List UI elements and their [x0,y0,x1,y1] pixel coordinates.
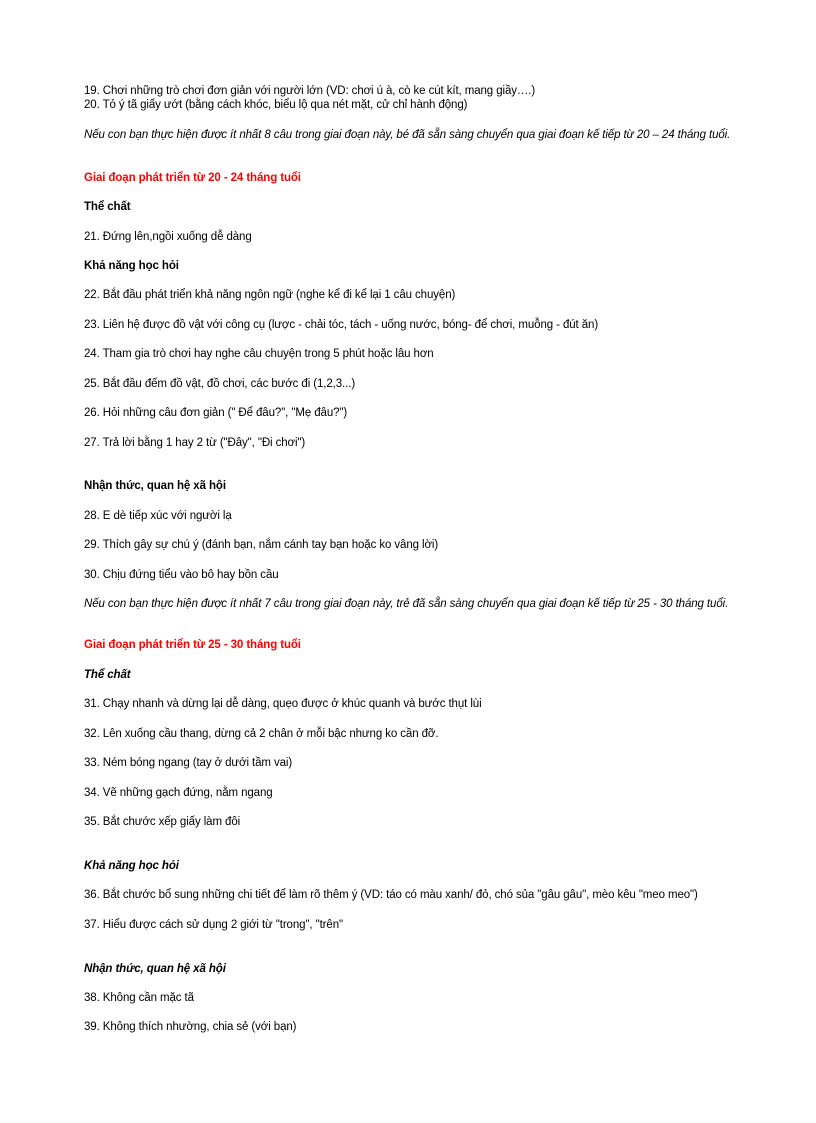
stage-title-25-30: Giai đoạn phát triển từ 25 - 30 tháng tuổi [84,639,301,651]
stage-note-2: Nếu con bạn thực hiện được ít nhất 7 câu trong giai đoạn này, trẻ đã sẵn sàng chuyển qua giai đoạn kế tiếp từ 25 - 30 tháng tuổi. [84,598,729,610]
list-item: 26. Hỏi những câu đơn giản (" Để đâu?", "Mẹ đâu?") [84,407,348,419]
list-item: 33. Ném bóng ngang (tay ở dưới tầm vai) [84,757,293,769]
list-item: 34. Vẽ những gạch đứng, nằm ngang [84,787,273,799]
section-heading-physical: Thể chất [84,669,131,681]
list-item: 27. Trả lời bằng 1 hay 2 từ ("Đây", "Đi chơi") [84,437,306,449]
list-item: 31. Chạy nhanh và dừng lại dễ dàng, quẹo được ở khúc quanh và bước thụt lùi [84,698,482,710]
list-item: 37. Hiểu được cách sử dụng 2 giới từ "trong", "trên" [84,919,343,931]
section-heading-social: Nhận thức, quan hệ xã hội [84,480,226,492]
list-item: 36. Bắt chước bổ sung những chi tiết để làm rõ thêm ý (VD: táo có màu xanh/ đỏ, chó sủa "gâu gâu", mèo kêu "meo meo") [84,889,698,901]
list-item: 24. Tham gia trò chơi hay nghe câu chuyện trong 5 phút hoặc lâu hơn [84,348,434,360]
intro-items [84,84,756,112]
list-item: 30. Chịu đứng tiểu vào bô hay bồn cầu [84,569,279,581]
stage-note-1: Nếu con bạn thực hiện được ít nhất 8 câu trong giai đoạn này, bé đã sẵn sàng chuyển qua giai đoạn kế tiếp từ 20 – 24 tháng tuổi. [84,129,731,141]
list-item: 28. E dè tiếp xúc với người lạ [84,510,232,522]
section-heading-physical: Thể chất [84,201,131,213]
list-item: 22. Bắt đầu phát triển khả năng ngôn ngữ (nghe kể đi kể lại 1 câu chuyện) [84,289,456,301]
stage-title-20-24: Giai đoạn phát triển từ 20 - 24 tháng tuổi [84,172,301,184]
list-item: 29. Thích gây sự chú ý (đánh bạn, nắm cánh tay bạn hoặc ko vâng lời) [84,539,439,551]
list-item: 38. Không cần mặc tã [84,992,194,1004]
list-item: 39. Không thích nhường, chia sẻ (với bạn) [84,1021,297,1033]
list-item: 20. Tỏ ý tã giấy ướt (bằng cách khóc, biểu lộ qua nét mặt, cử chỉ hành động) [84,99,468,111]
list-item: 23. Liên hệ được đồ vật với công cụ (lược - chải tóc, tách - uống nước, bóng- để chơi, muỗng - đút ăn) [84,319,599,331]
section-heading-learning: Khả năng học hỏi [84,860,179,872]
list-item: 25. Bắt đầu đếm đồ vật, đồ chơi, các bước đi (1,2,3...) [84,378,356,390]
list-item: 19. Chơi những trò chơi đơn giản với người lớn (VD: chơi ú à, cò ke cút kít, mang giầy….) [84,85,536,97]
list-item: 35. Bắt chước xếp giấy làm đôi [84,816,241,828]
list-item: 32. Lên xuống cầu thang, dừng cả 2 chân ở mỗi bậc nhưng ko cần đỡ. [84,728,439,740]
section-heading-social: Nhận thức, quan hệ xã hội [84,963,226,975]
section-heading-learning: Khả năng học hỏi [84,260,179,272]
list-item: 21. Đứng lên,ngồi xuống dễ dàng [84,231,252,243]
